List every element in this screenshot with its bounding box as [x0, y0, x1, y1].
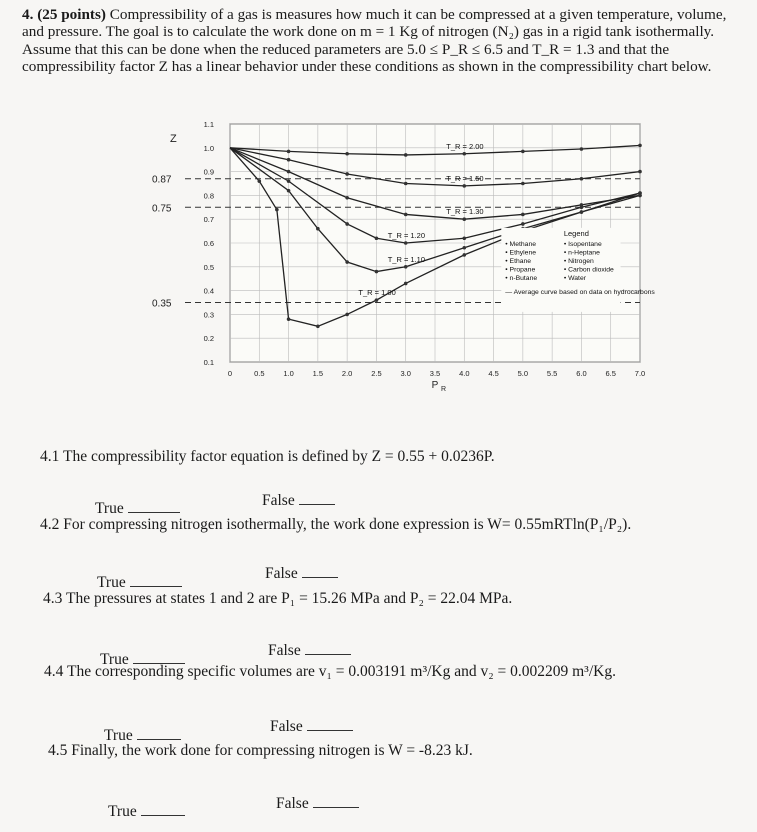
series-point — [462, 253, 466, 257]
legend-title: Legend — [563, 228, 589, 238]
series-point — [638, 144, 642, 148]
compressibility-chart — [140, 112, 660, 393]
series-point — [316, 325, 320, 329]
problem-number: 4. — [22, 6, 34, 23]
series-point — [375, 236, 379, 240]
legend-entry: • Water — [563, 274, 587, 282]
y-tick-label: 0.8 — [203, 191, 214, 201]
x-tick-label: 2.5 — [371, 369, 382, 378]
x-tick-label: 3.0 — [400, 369, 411, 378]
q3-false-blank[interactable] — [305, 653, 351, 655]
series-point — [345, 260, 349, 264]
chart-svg — [140, 112, 660, 393]
x-tick-label: 0 — [227, 369, 233, 378]
series-point — [521, 213, 525, 217]
series-point — [404, 182, 408, 186]
problem-text: Compressibility of a gas is measures how much it can be compressed at a given temperature, volume, and pressure. The goal is to calculate the work done on m = 1 Kg of nitrogen (N₂) gas in a rigid tank isothermally. Assume that this can be done when the reduced parameters are 5.0 ≤ P_R ≤ 6.5 and T_R = 1.3 and that the compressibility factor Z has a linear behavior under these conditions as shown in the compressibility chart below. — [22, 6, 727, 76]
problem-statement — [22, 6, 732, 76]
legend-entry: — Average curve based on data on hydrocarbons — [505, 288, 655, 296]
y-tick-label: 0.2 — [203, 334, 214, 344]
x-tick-label: 7.0 — [634, 369, 646, 378]
legend-entry: • n-Butane — [505, 274, 538, 282]
y-tick-label: 0.1 — [203, 358, 214, 367]
y-tick-label: 1.0 — [203, 143, 214, 153]
q4-false-option[interactable] — [270, 718, 353, 736]
question-4-2: 4.2 For compressing nitrogen isothermally, the work done expression is W= 0.55mRTln(P₁/P₂). — [40, 516, 632, 533]
y-tick-label: 0.4 — [203, 286, 214, 296]
q5-false-option[interactable] — [276, 795, 359, 813]
series-point — [287, 150, 291, 154]
series-point — [316, 227, 320, 231]
q4-true-blank[interactable] — [137, 738, 181, 740]
series-point — [345, 196, 349, 200]
problem-points: (25 points) — [37, 6, 106, 23]
y-tick-label: 0.6 — [203, 239, 214, 248]
reference-line-label: 0.87 — [152, 174, 172, 186]
series-label: T_R = 1.30 — [446, 207, 484, 217]
x-tick-label: 5.0 — [517, 369, 529, 378]
q1-true-blank[interactable] — [128, 511, 180, 513]
series-point — [462, 217, 466, 221]
q3-false-label: False — [268, 642, 301, 659]
series-point — [287, 170, 291, 174]
series-point — [521, 222, 525, 226]
q5-true-label: True — [108, 803, 137, 820]
series-point — [404, 241, 408, 245]
q1-false-label: False — [262, 492, 295, 509]
q1-false-blank[interactable] — [299, 503, 335, 505]
series-label: T_R = 1.20 — [387, 231, 426, 240]
y-tick-label: 0.5 — [203, 262, 214, 272]
series-point — [257, 179, 261, 183]
series-label: T_R = 1.00 — [358, 288, 396, 298]
q3-true-label: True — [100, 651, 129, 668]
q5-false-blank[interactable] — [313, 806, 359, 808]
q2-true-blank[interactable] — [130, 585, 182, 587]
series-point — [287, 179, 291, 183]
q5-true-option[interactable] — [108, 803, 185, 821]
x-axis-label-subscript: R — [441, 386, 447, 393]
series-point — [462, 184, 466, 188]
series-label: T_R = 1.50 — [446, 173, 484, 183]
q2-false-option[interactable] — [265, 565, 338, 583]
series-point — [375, 298, 379, 302]
x-tick-label: 0.5 — [254, 369, 265, 378]
series-point — [521, 150, 525, 154]
y-tick-label: 1.1 — [203, 120, 214, 129]
question-4-3: 4.3 The pressures at states 1 and 2 are P₁ = 15.26 MPa and P₂ = 22.04 MPa. — [43, 590, 513, 607]
series-point — [345, 172, 349, 176]
series-point — [462, 152, 466, 156]
series-label: T_R = 1.10 — [387, 254, 426, 264]
series-point — [404, 265, 408, 269]
series-point — [580, 177, 584, 181]
series-point — [287, 158, 291, 162]
y-tick-label: 0.3 — [203, 310, 214, 320]
x-tick-label: 6.5 — [605, 369, 616, 378]
q5-true-blank[interactable] — [141, 814, 185, 816]
question-4-1: 4.1 The compressibility factor equation is defined by Z = 0.55 + 0.0236P. — [40, 448, 495, 465]
legend-entry: • n-Heptane — [563, 249, 600, 257]
series-point — [404, 282, 408, 286]
series-point — [345, 152, 349, 156]
legend-entry: • Nitrogen — [563, 257, 594, 265]
reference-line-label: 0.35 — [152, 298, 172, 310]
x-tick-label: 4.5 — [488, 369, 499, 378]
series-point — [275, 208, 279, 212]
series-point — [521, 182, 525, 186]
series-point — [462, 246, 466, 250]
series-point — [345, 222, 349, 226]
legend-entry: • Ethylene — [505, 249, 537, 257]
series-point — [638, 170, 642, 174]
reference-line-label: 0.75 — [152, 203, 172, 215]
q4-true-label: True — [104, 727, 133, 744]
x-tick-label: 5.5 — [546, 369, 558, 378]
q2-false-blank[interactable] — [302, 576, 338, 578]
legend-entry: • Propane — [505, 266, 536, 274]
series-point — [287, 317, 291, 321]
q1-false-option[interactable] — [262, 492, 335, 510]
series-point — [404, 153, 408, 157]
q3-false-option[interactable] — [268, 642, 351, 660]
x-tick-label: 1.5 — [312, 369, 324, 378]
series-point — [462, 236, 466, 240]
x-tick-label: 1.0 — [283, 369, 294, 378]
x-tick-label: 3.5 — [429, 369, 441, 378]
q5-false-label: False — [276, 795, 309, 812]
series-point — [287, 189, 291, 193]
question-4-5: 4.5 Finally, the work done for compressing nitrogen is W = -8.23 kJ. — [48, 742, 473, 759]
y-tick-label: 0.9 — [203, 167, 214, 177]
q2-false-label: False — [265, 565, 298, 582]
legend-entry: • Ethane — [505, 257, 532, 265]
series-point — [580, 206, 584, 210]
question-4-4: 4.4 The corresponding specific volumes are v₁ = 0.003191 m³/Kg and v₂ = 0.002209 m³/Kg. — [44, 663, 616, 680]
series-point — [375, 270, 379, 274]
q4-false-blank[interactable] — [307, 729, 353, 731]
series-point — [638, 191, 642, 195]
series-point — [345, 313, 349, 317]
x-axis-label: P — [431, 380, 439, 391]
series-point — [580, 147, 584, 151]
y-axis-label: Z — [170, 133, 177, 145]
series-point — [404, 213, 408, 217]
q1-true-label: True — [95, 500, 124, 517]
series-label: T_R = 2.00 — [446, 141, 484, 151]
legend-entry: • Methane — [505, 240, 537, 248]
x-tick-label: 2.0 — [341, 369, 353, 378]
legend-entry: • Carbon dioxide — [563, 266, 614, 274]
legend-entry: • Isopentane — [563, 240, 602, 248]
x-tick-label: 4.0 — [459, 369, 470, 378]
series-point — [580, 210, 584, 214]
q4-false-label: False — [270, 718, 303, 735]
q2-true-label: True — [97, 574, 126, 591]
y-tick-label: 0.7 — [203, 215, 214, 225]
x-tick-label: 6.0 — [576, 369, 587, 378]
